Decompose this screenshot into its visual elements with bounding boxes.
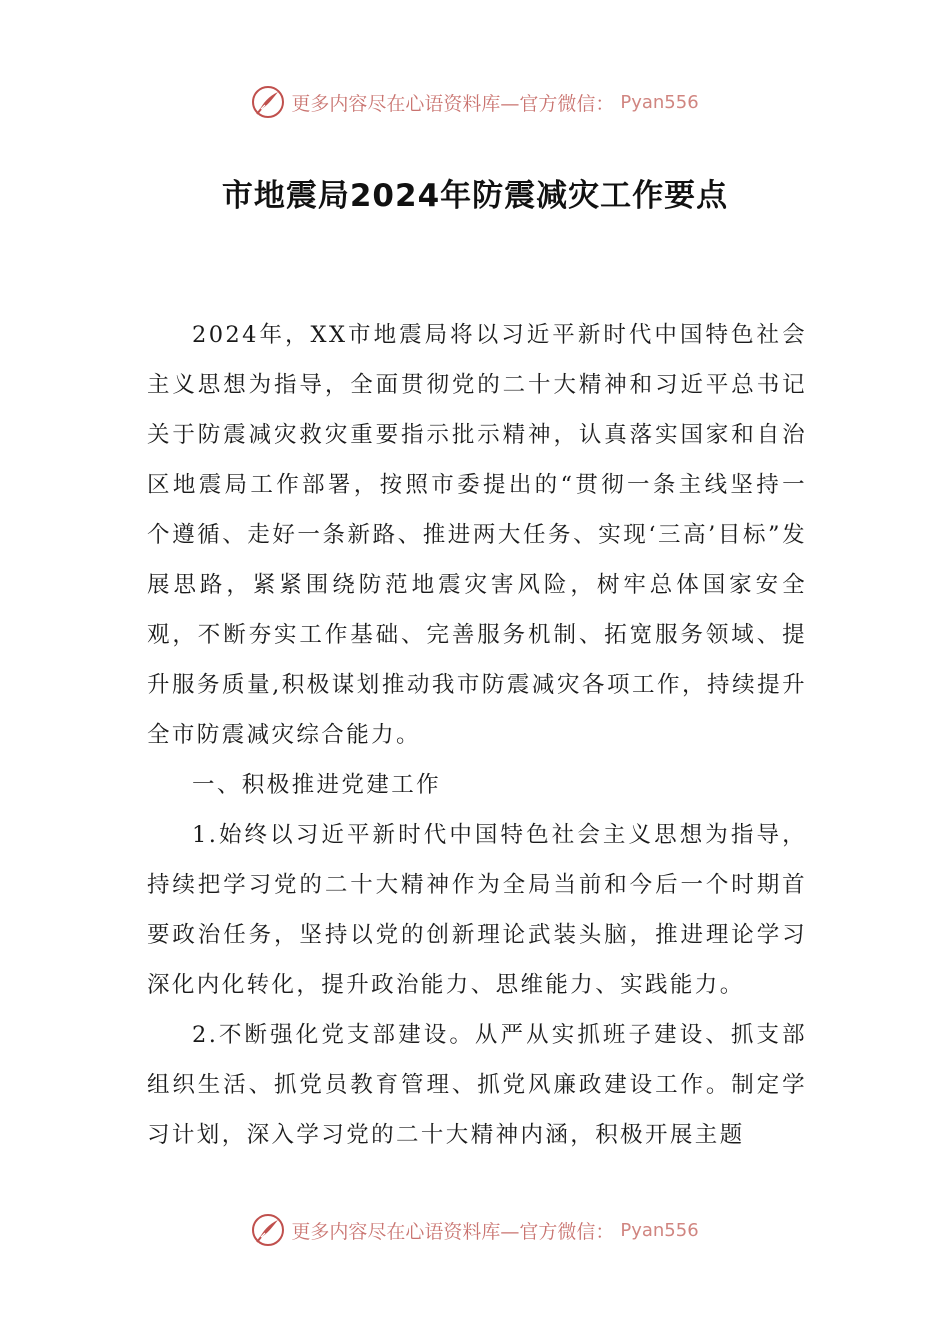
watermark-text: 更多内容尽在心语资料库—官方微信：: [291, 1220, 615, 1243]
header-watermark: [0, 82, 950, 122]
document-body: [147, 310, 807, 1160]
footer-watermark: [0, 1210, 950, 1250]
section-heading-1: 一、积极推进党建工作: [192, 772, 442, 798]
quill-logo-icon: [251, 85, 285, 119]
watermark-text: 更多内容尽在心语资料库—官方微信：: [291, 92, 615, 115]
item-paragraph-2: 2.不断强化党支部建设。从严从实抓班子建设、抓支部组织生活、抓党员教育管理、抓党风廉政建设工作。制定学习计划，深入学习党的二十大精神内涵，积极开展主题: [147, 1022, 807, 1148]
intro-paragraph: 2024年，XX市地震局将以习近平新时代中国特色社会主义思想为指导，全面贯彻党的二十大精神和习近平总书记关于防震减灾救灾重要指示批示精神，认真落实国家和自治区地震局工作部署，按照市委提出的“贯彻一条主线坚持一个遵循、走好一条新路、推进两大任务、实现‘三高’目标”发展思路，紧紧围绕防范地震灾害风险，树牢总体国家安全观，不断夯实工作基础、完善服务机制、拓宽服务领域、提升服务质量,积极谋划推动我市防震减灾各项工作，持续提升全市防震减灾综合能力。: [147, 322, 807, 748]
watermark-wechat-id: Pyan556: [620, 1219, 699, 1241]
watermark-wechat-id: Pyan556: [620, 91, 699, 113]
item-paragraph-1: 1.始终以习近平新时代中国特色社会主义思想为指导，持续把学习党的二十大精神作为全局当前和今后一个时期首要政治任务，坚持以党的创新理论武装头脑，推进理论学习深化内化转化，提升政治能力、思维能力、实践能力。: [147, 822, 807, 998]
quill-logo-icon: [251, 1213, 285, 1247]
document-title: 市地震局2024年防震减灾工作要点: [221, 178, 729, 214]
